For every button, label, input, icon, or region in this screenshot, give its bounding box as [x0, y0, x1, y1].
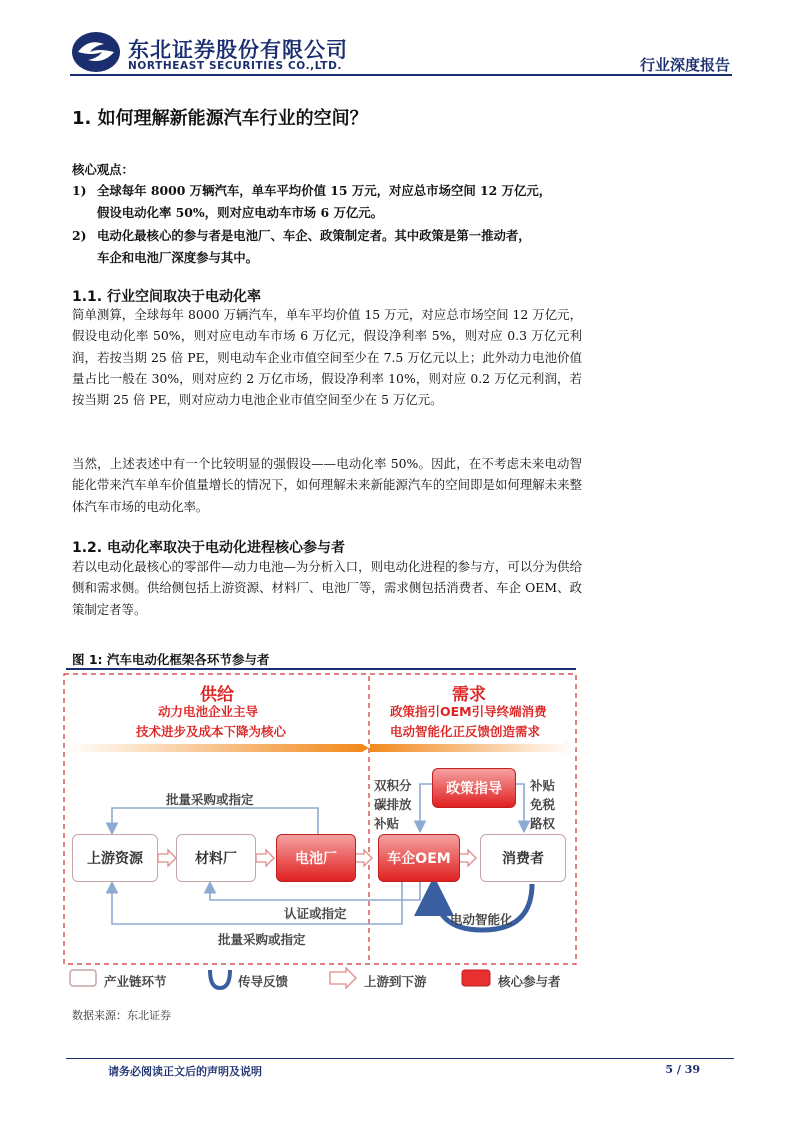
subsidy-labels: 补贴 免税 路权	[530, 778, 556, 831]
demand-sub-2: 电动智能化正反馈创造需求	[390, 724, 541, 739]
key-point-2-num: 2)	[72, 228, 87, 243]
node-oem: 车企OEM	[378, 834, 460, 882]
smart-label: 电动智能化	[450, 912, 513, 927]
company-logo-icon	[70, 30, 122, 74]
key-point-1: 全球每年 8000 万辆汽车，单车平均价值 15 万元，对应总市场空间 12 万亿元， 假设电动化率 50%，则对应电动车市场 6 万亿元。	[97, 183, 552, 220]
legend-flow-icon	[330, 968, 356, 988]
page-number: 5 / 39	[665, 1063, 700, 1076]
bulk-bottom-label: 批量采购或指定	[218, 932, 306, 947]
bulk-bottom-line	[112, 882, 402, 924]
legend-core: 核心参与者	[498, 974, 561, 989]
demand-arrow	[370, 740, 576, 756]
key-points-label: 核心观点：	[72, 162, 134, 177]
certify-line	[210, 882, 420, 900]
section-1-1-para-2: 当然，上述表述中有一个比较明显的强假设——电动化率 50%。因此，在不考虑未来电动智能化带来汽车单车价值量增长的情况下，如何理解未来新能源汽车的空间即是如何理解未来整体汽车市场的电动化率。	[72, 456, 582, 514]
legend-chain-swatch	[70, 970, 96, 986]
node-consumer: 消费者	[480, 834, 566, 882]
dual-credit-labels: 双积分 碳排放 补贴	[374, 778, 412, 831]
supply-sub-1: 动力电池企业主导	[158, 704, 259, 719]
ev-framework-diagram	[62, 672, 578, 1000]
report-type: 行业深度报告	[639, 56, 730, 74]
section-1-2-title: 1.2. 电动化率取决于电动化进程核心参与者	[72, 540, 345, 556]
key-point-2: 电动化最核心的参与者是电池厂、车企、政策制定者。其中政策是第一推动者， 车企和电池厂深度参与其中。	[97, 228, 531, 265]
node-upstream: 上游资源	[72, 834, 158, 882]
bulk-top-label: 批量采购或指定	[166, 792, 254, 807]
bulk-top-line	[112, 808, 318, 834]
certify-label: 认证或指定	[284, 906, 347, 921]
footer-divider	[66, 1058, 734, 1059]
node-battery: 电池厂	[276, 834, 356, 882]
supply-arrow	[64, 740, 362, 756]
header-divider	[70, 74, 732, 76]
section-1-1-title: 1.1. 行业空间取决于电动化率	[72, 289, 261, 305]
key-point-1-num: 1)	[72, 183, 87, 198]
section-1-1-para-1: 简单测算，全球每年 8000 万辆汽车，单车平均价值 15 万元，对应总市场空间 12 万亿元，假设电动化率 50%，则对应电动车市场 6 万亿元，假设净利率 5%，则对应 0.3 万亿元利润，若按当期 25 倍 PE，则电动车企业市值空间至少在 7.5 万亿元以上；此外动力电池价值量占比一般在 30%，则对应约 2 万亿市场，假设净利率 10%，则对应 0.2 万亿元利润，若按当期 25 倍 PE，则对应动力电池企业市值空间至少在 5 万亿元。	[72, 307, 582, 408]
node-policy: 政策指导	[432, 768, 516, 808]
demand-title: 需求	[452, 685, 486, 705]
legend-core-swatch	[462, 970, 490, 986]
figure-title: 图 1: 汽车电动化框架各环节参与者	[72, 652, 270, 667]
node-material: 材料厂	[176, 834, 256, 882]
supply-sub-2: 技术进步及成本下降为核心	[136, 724, 287, 739]
supply-title: 供给	[200, 685, 234, 705]
legend-flow: 上游到下游	[364, 974, 427, 989]
legend-chain: 产业链环节	[104, 974, 167, 989]
figure-source: 数据来源：东北证券	[72, 1009, 171, 1022]
company-name-en: NORTHEAST SECURITIES CO.,LTD.	[128, 60, 342, 72]
company-name-cn: 东北证券股份有限公司	[128, 38, 348, 62]
section-1-2-para-1: 若以电动化最核心的零部件—动力电池—为分析入口，则电动化进程的参与方，可以分为供给侧和需求侧。供给侧包括上游资源、材料厂、电池厂等，需求侧包括消费者、车企 OEM、政策制定者等。	[72, 559, 582, 617]
policy-to-oem	[420, 784, 432, 830]
legend-feedback: 传导反馈	[238, 974, 289, 989]
demand-sub-1: 政策指引OEM引导终端消费	[390, 704, 547, 719]
section-1-title: 1. 如何理解新能源汽车行业的空间？	[72, 108, 368, 129]
footer-disclaimer: 请务必阅读正文后的声明及说明	[108, 1065, 262, 1078]
figure-title-rule	[66, 668, 576, 670]
legend-feedback-icon	[210, 970, 230, 988]
